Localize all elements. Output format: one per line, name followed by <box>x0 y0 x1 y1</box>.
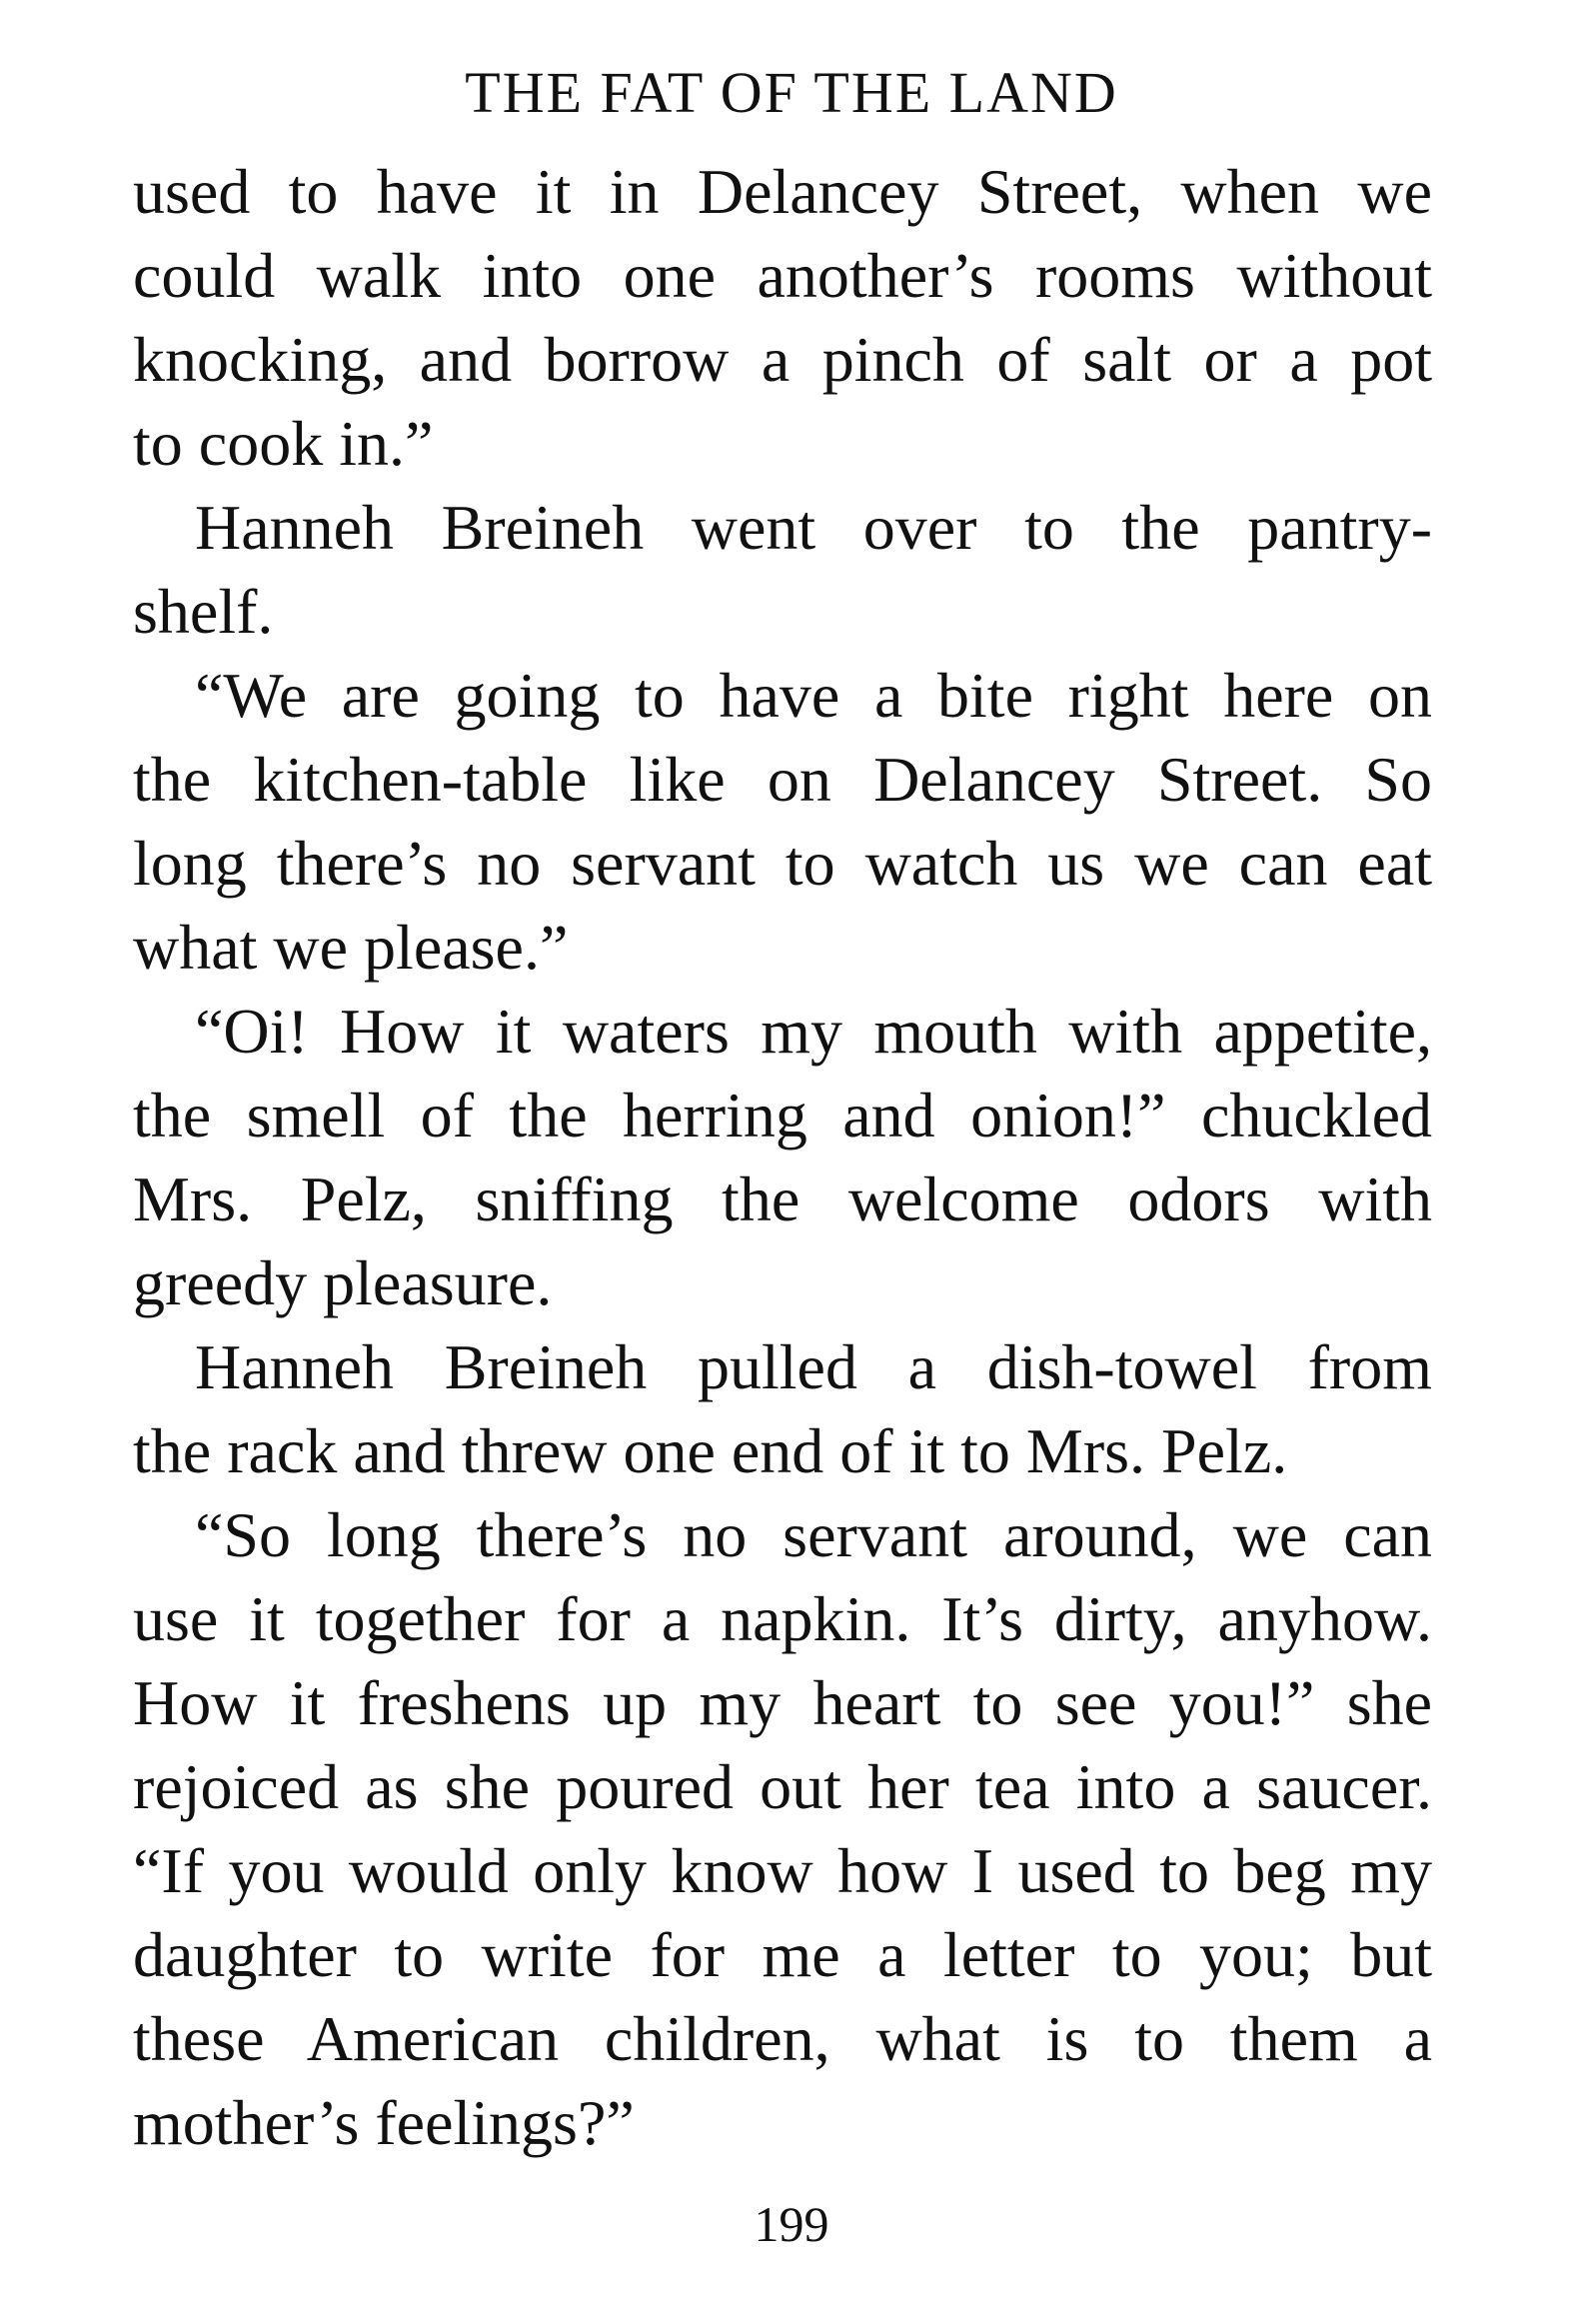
text-line: “So long there’s no servant around, we can <box>195 1499 1432 1570</box>
text-line: to cook in.” <box>133 408 434 479</box>
text-line: Hanneh Breineh went over to the pantry- <box>195 492 1432 563</box>
text-line: the smell of the herring and onion!” chuckled <box>133 1080 1432 1151</box>
text-line: knocking, and borrow a pinch of salt or a pot <box>133 324 1432 395</box>
text-line: rejoiced as she poured out her tea into a saucer. <box>133 1751 1432 1822</box>
text-line: could walk into one another’s rooms without <box>133 240 1432 311</box>
text-line: “We are going to have a bite right here on <box>195 660 1432 731</box>
text-line: How it freshens up my heart to see you!” she <box>133 1667 1432 1738</box>
text-line: long there’s no servant to watch us we can eat <box>133 828 1432 899</box>
text-line: greedy pleasure. <box>133 1247 553 1318</box>
page-number: 199 <box>754 2196 829 2252</box>
text-line: mother’s feelings?” <box>133 2087 635 2158</box>
text-line: what we please.” <box>133 912 569 983</box>
text-line: “Oi! How it waters my mouth with appetite, <box>195 996 1432 1067</box>
text-line: “If you would only know how I used to beg my <box>133 1835 1432 1906</box>
running-title: THE FAT OF THE LAND <box>465 60 1118 125</box>
text-line: shelf. <box>133 576 274 647</box>
text-line: these American children, what is to them a <box>133 2003 1432 2074</box>
text-line: daughter to write for me a letter to you; but <box>133 1919 1432 1990</box>
text-line: use it together for a napkin. It’s dirty, anyhow. <box>133 1583 1432 1654</box>
text-line: the rack and threw one end of it to Mrs. Pelz. <box>133 1415 1288 1486</box>
text-line: Hanneh Breineh pulled a dish-towel from <box>195 1331 1432 1402</box>
body-text <box>133 150 1432 2165</box>
text-line: used to have it in Delancey Street, when we <box>133 156 1432 227</box>
text-line: the kitchen-table like on Delancey Street. So <box>133 744 1432 815</box>
text-line: Mrs. Pelz, sniffing the welcome odors with <box>133 1163 1432 1234</box>
